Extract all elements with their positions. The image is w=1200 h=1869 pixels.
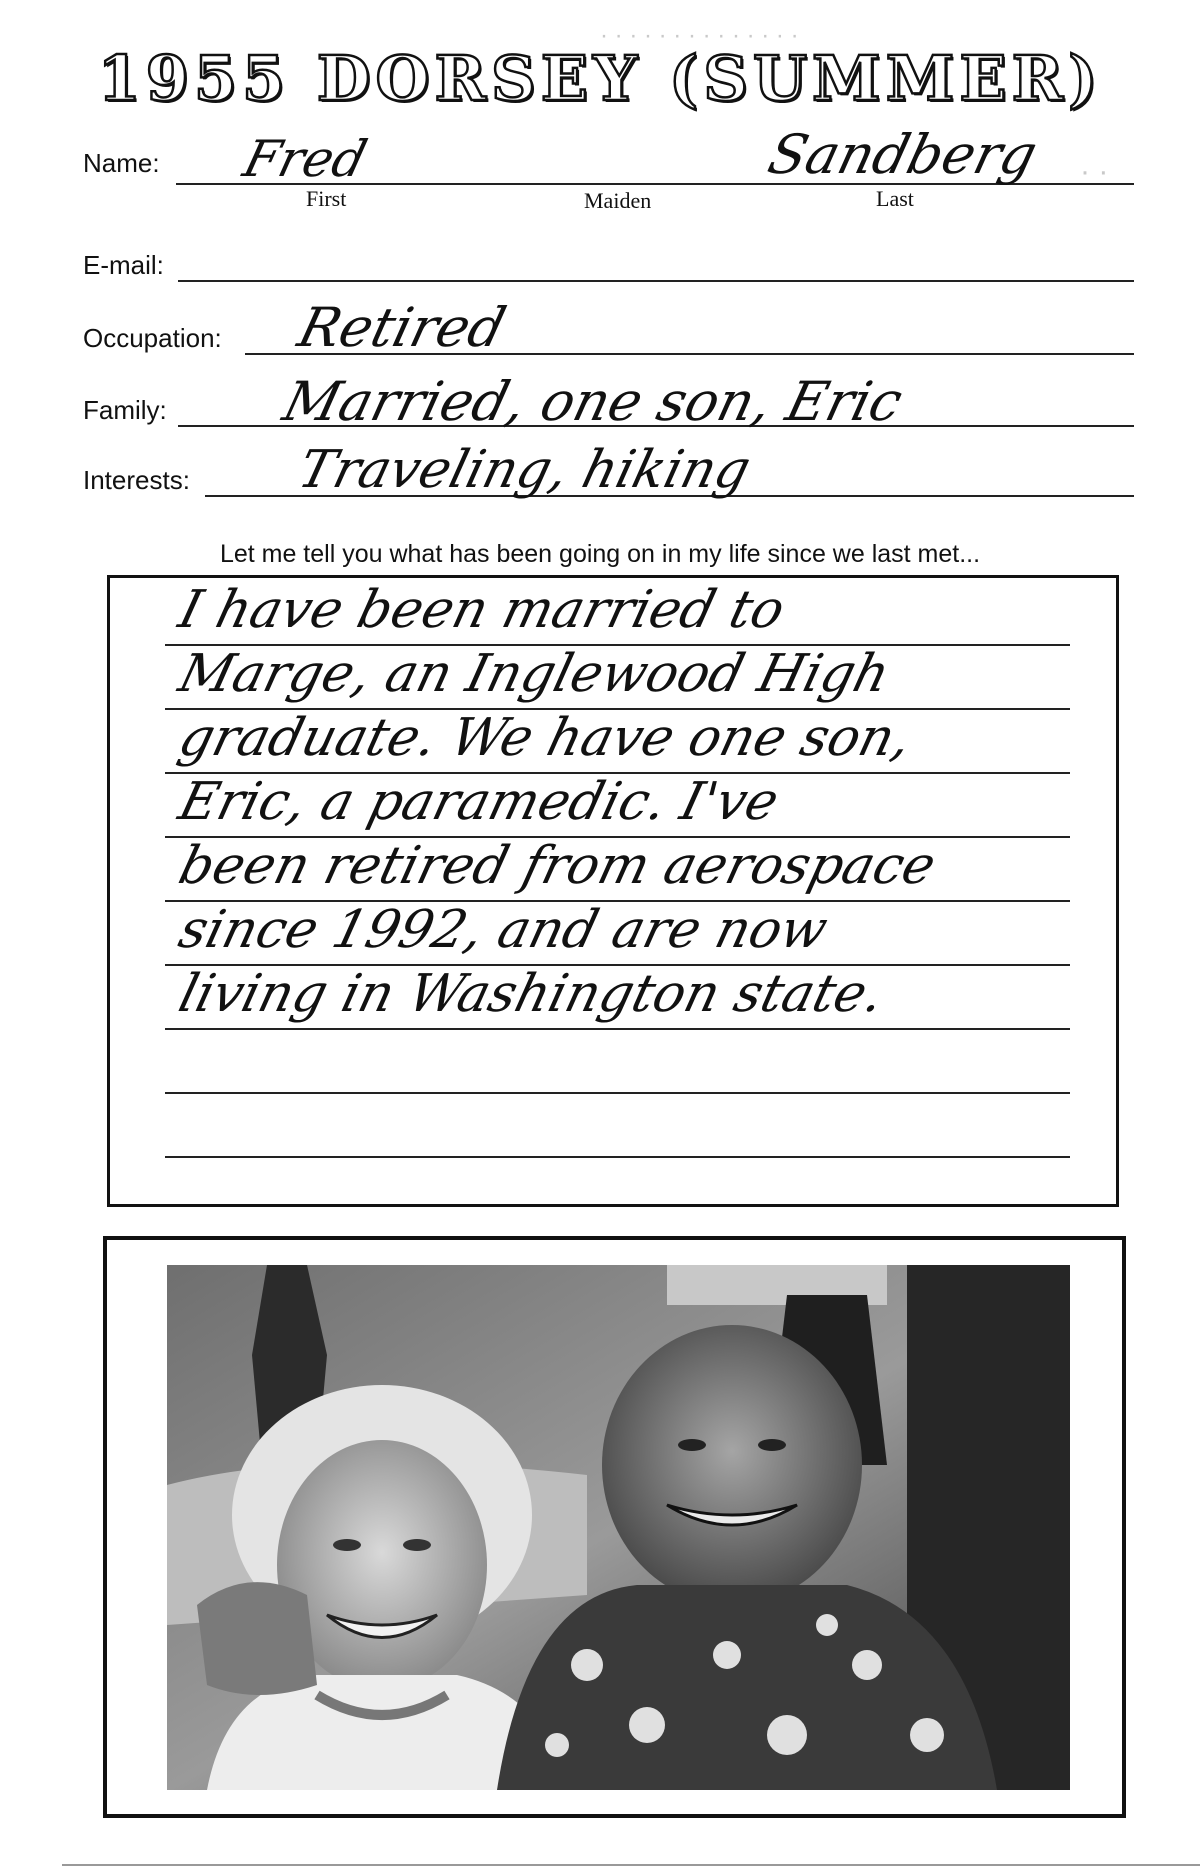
- woman-eye: [403, 1539, 431, 1551]
- photo-frame: [103, 1236, 1126, 1818]
- family-label: Family:: [83, 395, 167, 425]
- story-prompt: Let me tell you what has been going on in my life since we last met...: [219, 540, 981, 568]
- man-eye: [678, 1439, 706, 1451]
- story-line: [165, 900, 1070, 966]
- name-label: Name:: [83, 148, 160, 178]
- story-line-text: been retired from aerospace: [173, 836, 942, 896]
- story-line: [165, 644, 1070, 710]
- story-line-text: I have been married to: [173, 580, 791, 640]
- story-line: [165, 772, 1070, 838]
- bleed-through-text: · ·: [1080, 155, 1109, 188]
- story-line: [165, 1092, 1070, 1158]
- story-line: [165, 1028, 1070, 1094]
- story-line: [165, 580, 1070, 646]
- story-line-text: since 1992, and are now: [173, 900, 834, 960]
- story-line-text: graduate. We have one son,: [173, 708, 918, 768]
- last-name-value: Sandberg: [762, 123, 1044, 186]
- woman-eye: [333, 1539, 361, 1551]
- interests-value: Traveling, hiking: [292, 440, 757, 500]
- occupation-label: Occupation:: [83, 323, 222, 353]
- story-line-text: living in Washington state.: [173, 964, 890, 1024]
- page-bottom-rule: [62, 1864, 1200, 1866]
- interests-label: Interests:: [83, 465, 190, 495]
- story-line-text: Eric, a paramedic. I've: [173, 772, 785, 832]
- family-value: Married, one son, Eric: [277, 370, 909, 433]
- first-name-value: Fred: [237, 130, 373, 188]
- couple-photo: [167, 1265, 1070, 1790]
- story-line: [165, 708, 1070, 774]
- first-caption: First: [306, 186, 347, 211]
- email-underline: [178, 280, 1134, 282]
- story-line: [165, 836, 1070, 902]
- man-eye: [758, 1439, 786, 1451]
- bleed-through-text: · · · · · · · · · · · · · ·: [600, 22, 799, 49]
- story-box: [107, 575, 1119, 1207]
- story-line-text: Marge, an Inglewood High: [173, 644, 896, 704]
- occupation-value: Retired: [292, 296, 512, 359]
- maiden-caption: Maiden: [584, 188, 652, 213]
- story-line: [165, 964, 1070, 1030]
- man-hand: [197, 1582, 317, 1695]
- email-label: E-mail:: [83, 250, 164, 280]
- page-title: 1955 DORSEY (SUMMER): [97, 42, 1103, 115]
- last-caption: Last: [876, 186, 914, 211]
- man-face: [602, 1325, 862, 1605]
